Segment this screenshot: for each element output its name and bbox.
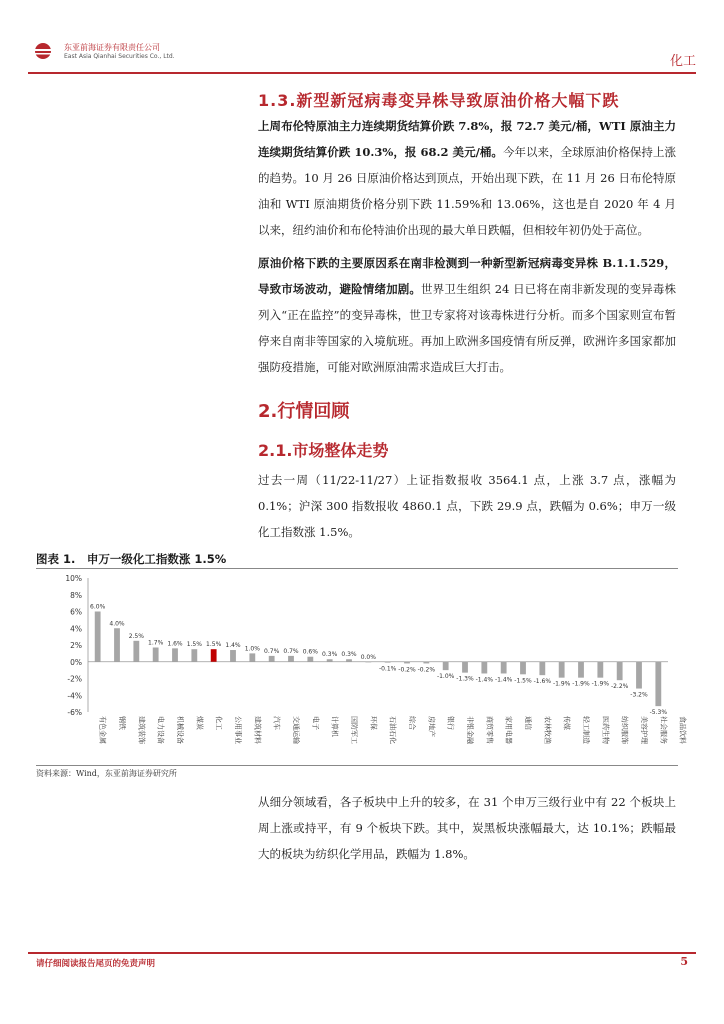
bar-value-label: -1.4%: [475, 676, 494, 684]
bar-value-label: -1.4%: [494, 676, 513, 684]
section-1-3-heading: 1.3.新型新冠病毒变异株导致原油价格大幅下跌: [258, 91, 620, 110]
bar-value-label: 0.0%: [360, 653, 376, 661]
x-category-label: 建筑装饰: [137, 716, 146, 744]
x-category-label: 化工: [214, 716, 223, 730]
y-tick-label: 0%: [70, 657, 82, 667]
bar: [346, 659, 352, 662]
bar: [617, 662, 623, 680]
figure-source: 资料来源：Wind，东亚前海证券研究所: [36, 769, 177, 778]
bar-value-label: 0.7%: [283, 647, 299, 655]
x-category-label: 轻工制造: [582, 716, 590, 744]
x-category-label: 非银金融: [466, 716, 474, 744]
y-tick-label: 8%: [70, 590, 82, 600]
section-2-heading: 2.行情回顾: [258, 401, 350, 422]
x-category-label: 通信: [524, 716, 532, 730]
x-category-label: 农林牧渔: [543, 716, 552, 744]
bar: [95, 612, 101, 662]
x-category-label: 汽车: [272, 716, 281, 730]
bar-value-label: -1.0%: [436, 673, 455, 681]
page-header: [28, 38, 696, 72]
bar: [423, 662, 429, 664]
figure-top-rule: [36, 568, 678, 569]
x-category-label: 环保: [369, 716, 378, 730]
paragraph-2-lead: 原油价格下跌的主要原因系在南非检测到一种新型新冠病毒变异株 B.1.1.529，导致市场波动，避险情绪加剧。: [258, 256, 676, 296]
bar: [327, 659, 333, 662]
bar: [114, 628, 120, 662]
x-category-label: 煤炭: [195, 716, 204, 730]
y-tick-label: -2%: [67, 674, 82, 684]
bar: [501, 662, 507, 674]
company-logo-icon: [28, 40, 58, 62]
header-divider: [28, 72, 696, 74]
bar: [578, 662, 584, 678]
bar: [559, 662, 565, 678]
x-category-label: 美容护理: [640, 716, 648, 744]
bar-value-label: 1.4%: [225, 642, 241, 650]
x-category-label: 房地产: [427, 716, 436, 737]
x-category-label: 石油石化: [388, 716, 397, 744]
x-category-label: 计算机: [330, 716, 339, 737]
x-category-label: 国防军工: [350, 716, 358, 744]
bar: [230, 650, 236, 662]
x-category-label: 公用事业: [234, 716, 242, 744]
bar: [307, 657, 313, 662]
bar-value-label: -1.6%: [533, 678, 552, 686]
bar: [597, 662, 603, 678]
bar: [385, 662, 391, 663]
bar-value-label: 1.5%: [186, 641, 202, 649]
bar: [481, 662, 487, 674]
company-name-en: East Asia Qianhai Securities Co., Ltd.: [64, 53, 175, 60]
bar: [520, 662, 526, 675]
bar-value-label: 0.6%: [302, 648, 318, 656]
x-category-label: 电子: [311, 716, 320, 730]
bar: [655, 662, 661, 706]
market-overview-paragraph: 过去一周（11/22-11/27）上证指数报收 3564.1 点，上涨 3.7 点，涨幅为 0.1%；沪深 300 指数报收 4860.1 点，下跌 29.9 点，跌幅为 0.6%；申万一级化工指数涨 1.5%。: [258, 473, 676, 539]
bar: [191, 649, 197, 662]
bar: [153, 648, 159, 662]
paragraph-1-body: 今年以来，全球原油价格保持上涨的趋势。10 月 26 日原油价格达到顶点，开始出现下跌，在 11 月 26 日布伦特原油和 WTI 原油期货价格分别下跌 11.59%和 13.06%，这也是自 2020 年 4 月以来，纽约油价和布伦特油价出现的最大单日跌幅，但相较年初仍处于高位。: [258, 145, 677, 237]
subsector-paragraph: 从细分领域看，各子板块中上升的较多，在 31 个申万三级行业中有 22 个板块上周上涨或持平，有 9 个板块下跌。其中，炭黑板块涨幅最大，达 10.1%；跌幅最大的板块为纺织化学用品，跌幅为 1.8%。: [258, 795, 676, 861]
page-number: 5: [680, 955, 688, 968]
x-category-label: 综合: [408, 716, 416, 730]
x-category-label: 社会服务: [659, 716, 668, 744]
figure-bottom-rule: [36, 765, 678, 766]
y-tick-label: -4%: [67, 691, 82, 701]
y-tick-label: 2%: [70, 641, 82, 650]
x-category-label: 商贸零售: [485, 716, 494, 744]
bar: [249, 653, 255, 661]
y-tick-label: 6%: [70, 607, 82, 617]
bar-value-label: -1.9%: [552, 680, 571, 688]
x-category-label: 传媒: [562, 716, 571, 730]
bar-value-label: 1.6%: [167, 640, 183, 648]
bar: [172, 648, 178, 661]
bar: [636, 662, 642, 689]
section-1-3-paragraph-1: [258, 113, 676, 243]
bar: [404, 662, 410, 664]
bar: [133, 641, 139, 662]
y-tick-label: -6%: [67, 708, 82, 717]
bar-value-label: -0.1%: [378, 665, 397, 673]
x-category-label: 家用电器: [504, 716, 513, 744]
x-category-label: 建筑材料: [253, 716, 262, 744]
section-2-1-heading: 2.1.市场整体走势: [258, 441, 389, 460]
bar-value-label: 1.0%: [244, 645, 260, 653]
figure-title: 图表 1. 申万一级化工指数涨 1.5%: [36, 552, 227, 566]
x-category-label: 钢铁: [118, 716, 126, 730]
x-category-label: 纺织服饰: [620, 716, 629, 744]
bar: [462, 662, 468, 673]
bar-value-label: 0.3%: [322, 651, 338, 659]
company-name-cn: 东亚前海证券有限责任公司: [64, 43, 160, 52]
x-category-label: 交通运输: [292, 716, 300, 744]
bar: [211, 649, 217, 662]
bar-value-label: -3.2%: [630, 691, 648, 699]
bar-value-label: 4.0%: [109, 620, 125, 628]
x-category-label: 机械设备: [176, 716, 184, 744]
x-category-label: 医药生物: [601, 716, 610, 744]
industry-change-bar-chart: [36, 570, 687, 764]
bar-value-label: 0.7%: [264, 647, 280, 655]
disclaimer-note: 请仔细阅读报告尾页的免责声明: [36, 959, 156, 969]
bar-value-label: 1.7%: [148, 639, 164, 647]
bar: [539, 662, 545, 675]
bar-value-label: 0.3%: [341, 651, 357, 659]
paragraph-1-lead: 上周布伦特原油主力连续期货结算价跌 7.8%，报 72.7 美元/桶，WTI 原油主力连续期货结算价跌 10.3%，报 68.2 美元/桶。: [258, 119, 676, 159]
bar-value-label: -1.5%: [514, 677, 532, 685]
bar-value-label: -1.9%: [591, 680, 610, 688]
x-category-label: 银行: [446, 716, 455, 730]
bar-value-label: -0.2%: [398, 666, 416, 674]
bar-value-label: 2.5%: [128, 632, 144, 640]
bar-value-label: -1.9%: [572, 680, 590, 688]
bar: [365, 662, 371, 663]
bar: [288, 656, 294, 662]
bar-value-label: -0.2%: [417, 666, 436, 674]
bar-value-label: -2.2%: [610, 683, 629, 691]
section-1-3-paragraph-2: [258, 250, 676, 380]
y-tick-label: 10%: [65, 574, 82, 583]
paragraph-2-body: 世界卫生组织 24 日已将在南非新发现的变异毒株列入“正在监控”的变异毒株，世卫专家将对该毒株进行分析。而多个国家则宣布暂停来自南非等国家的入境航班。再加上欧洲多国疫情有所反弹，欧洲许多国家都加强防疫措施，可能对欧洲原油需求造成巨大打击。: [258, 282, 677, 374]
report-section-label: 化工: [669, 54, 696, 69]
y-tick-label: 4%: [70, 624, 82, 634]
bar-value-label: 1.5%: [206, 641, 222, 649]
bar-value-label: -1.3%: [456, 675, 474, 683]
bar-value-label: -5.3%: [649, 709, 668, 717]
x-category-label: 电力设备: [156, 716, 165, 744]
x-category-label: 有色金属: [98, 716, 107, 744]
footer-divider: [28, 952, 696, 954]
bar-value-label: 6.0%: [90, 603, 106, 611]
bar: [443, 662, 449, 670]
bar: [269, 656, 275, 662]
x-category-label: 食品饮料: [678, 716, 687, 744]
